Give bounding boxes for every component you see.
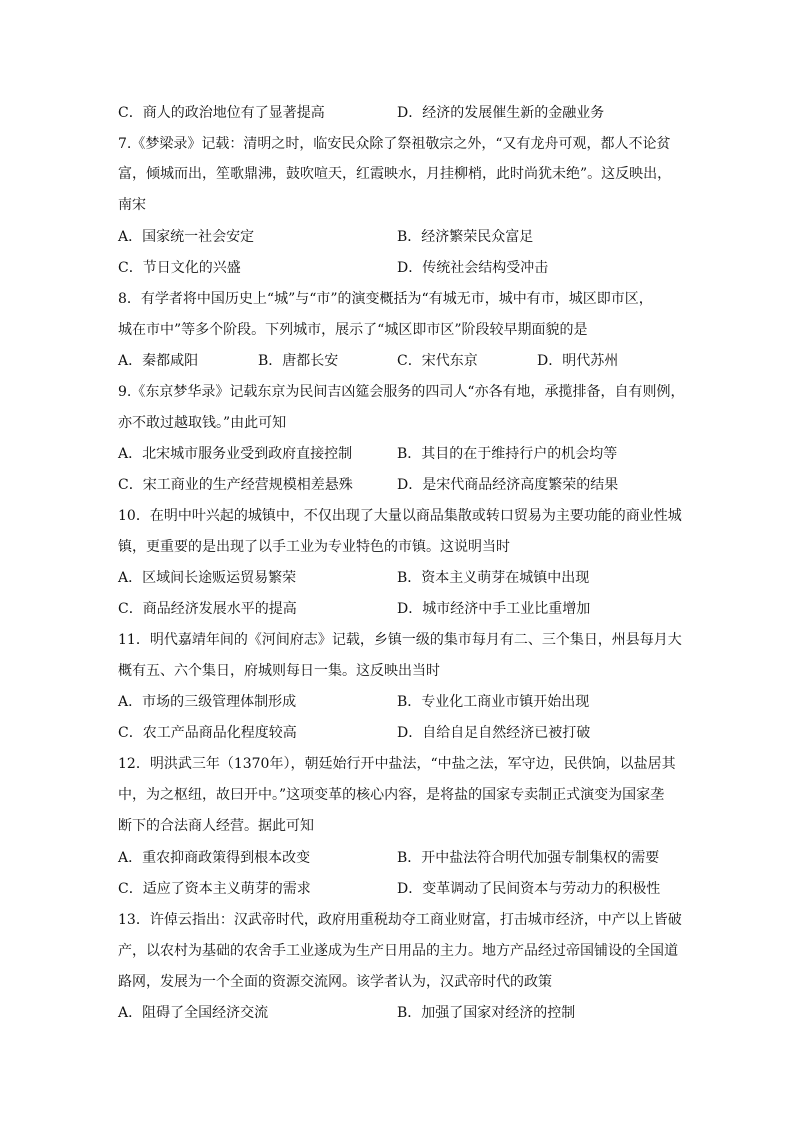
q9-stem-line-2: 亦不敢过越取钱。”由此可知 (118, 415, 287, 431)
q13-option-b: B．加强了国家对经济的控制 (397, 1005, 576, 1021)
q13-stem-line-3: 路网，发展为一个全面的资源交流网。该学者认为，汉武帝时代的政策 (118, 974, 552, 990)
q10-stem-line-2: 镇，更重要的是出现了以手工业为专业特色的市镇。这说明当时 (118, 539, 510, 555)
q8-option-a: A．秦都咸阳 (118, 353, 199, 369)
q7-stem-line-2: 富，倾城而出，笙歌鼎沸，鼓吹喧天，红霞映水，月挂柳梢，此时尚犹未绝”。这反映出， (118, 166, 672, 182)
q8-stem-line-1: 8．有学者将中国历史上“城”与“市”的演变概括为“有城无市，城中有市，城区即市区， (118, 291, 653, 307)
q13-stem-line-1: 13．许倬云指出：汉武帝时代，政府用重税劫夺工商业财富，打击城市经济，中产以上皆破 (118, 912, 682, 928)
q12-option-b: B．开中盐法符合明代加强专制集权的需要 (397, 850, 660, 866)
q7-stem-line-1: 7.《梦梁录》记载：清明之时，临安民众除了祭祖敬宗之外，“又有龙舟可观，都人不论贫 (118, 136, 671, 152)
q10-option-d: D．城市经济中手工业比重增加 (397, 601, 591, 617)
q13-stem-line-2: 产，以农村为基础的农舍手工业遂成为生产日用品的主力。地方产品经过帝国铺设的全国道 (118, 943, 678, 959)
q6-option-d: D．经济的发展催生新的金融业务 (397, 105, 605, 121)
q7-stem-line-3: 南宋 (118, 197, 146, 213)
q11-option-b: B．专业化工商业市镇开始出现 (397, 694, 590, 710)
q11-option-d: D．自给自足自然经济已被打破 (397, 725, 591, 741)
q6-option-c: C．商人的政治地位有了显著提高 (118, 105, 325, 121)
q8-option-c: C．宋代东京 (397, 353, 478, 369)
q9-option-d: D．是宋代商品经济高度繁荣的结果 (397, 477, 619, 493)
q8-stem-line-2: 城在市中”等多个阶段。下列城市，展示了“城区即市区”阶段较早期面貌的是 (118, 322, 588, 338)
q13-option-a: A．阻碍了全国经济交流 (118, 1005, 269, 1021)
q12-option-d: D．变革调动了民间资本与劳动力的积极性 (397, 881, 661, 897)
q11-option-a: A．市场的三级管理体制形成 (118, 694, 297, 710)
q10-option-a: A．区域间长途贩运贸易繁荣 (118, 570, 297, 586)
q8-option-b: B．唐都长安 (258, 353, 339, 369)
q10-option-c: C．商品经济发展水平的提高 (118, 601, 297, 617)
q9-option-a: A．北宋城市服务业受到政府直接控制 (118, 446, 353, 462)
q12-option-c: C．适应了资本主义萌芽的需求 (118, 881, 311, 897)
q7-option-b: B．经济繁荣民众富足 (397, 229, 534, 245)
q10-option-b: B．资本主义萌芽在城镇中出现 (397, 570, 590, 586)
q10-stem-line-1: 10．在明中叶兴起的城镇中，不仅出现了大量以商品集散或转口贸易为主要功能的商业性城 (118, 508, 682, 524)
q12-option-a: A．重农抑商政策得到根本改变 (118, 850, 311, 866)
q11-option-c: C．农工产品商品化程度较高 (118, 725, 297, 741)
q9-option-b: B．其目的在于维持行户的机会均等 (397, 446, 618, 462)
q12-stem-line-3: 断下的合法商人经营。据此可知 (118, 818, 314, 834)
q11-stem-line-2: 概有五、六个集日，府城则每日一集。这反映出当时 (118, 663, 440, 679)
q7-option-c: C．节日文化的兴盛 (118, 260, 241, 276)
q12-stem-line-2: 中，为之枢纽，故曰开中。”这项变革的核心内容，是将盐的国家专卖制正式演变为国家垄 (118, 787, 665, 803)
q9-stem-line-1: 9.《东京梦华录》记载东京为民间吉凶筵会服务的四司人“亦各有地，承揽排备，自有则例， (118, 384, 685, 400)
q7-option-d: D．传统社会结构受冲击 (397, 260, 549, 276)
q7-option-a: A．国家统一社会安定 (118, 229, 255, 245)
q8-option-d: D．明代苏州 (537, 353, 619, 369)
q11-stem-line-1: 11．明代嘉靖年间的《河间府志》记载，乡镇一级的集市每月有二、三个集日，州县每月大 (118, 632, 682, 648)
q12-stem-line-1: 12．明洪武三年（1370年），朝廷始行开中盐法，“中盐之法，军守边，民供饷，以盐居其 (118, 756, 676, 772)
q9-option-c: C．宋工商业的生产经营规模相差悬殊 (118, 477, 353, 493)
